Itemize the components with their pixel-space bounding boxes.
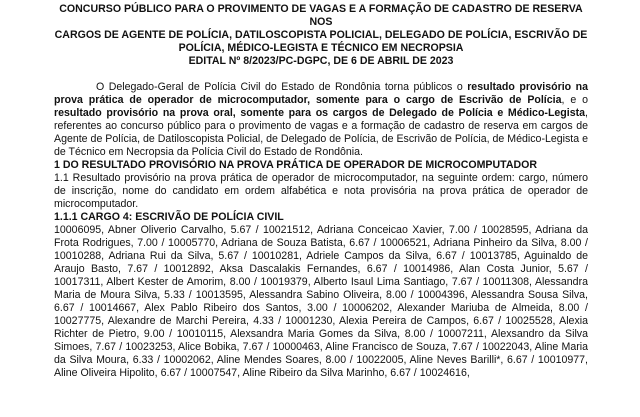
results-list: 10006095, Abner Oliverio Carvalho, 5.67 / 10021512, Adriana Conceicao Xavier, 7.00 / 10028595, Adriana da Frota Rodrigues, 7.00 / 10005770, Adriana de Souza Batista, 6.67 / 10006521, Adriana Pinheiro da Silva, 8.00 / 10010288, Adriana Rui da Silva, 5.67 / 10010281, Adriele Campos da Silva, 6.67 / 10013785, Aguinaldo de Araujo Basto, 7.67 / 10012892, Aksa Dascalakis Fernandes, 6.67 / 10014986, Alan Costa Junior, 5.67 / 10017311, Albert Kester de Amorim, 8.00 / 10019379, Alberto Isaul Lima Santiago, 7.67 / 10011308, Alessandra Maria de Moura Silva, 5.33 / 10013595, Alessandra Sabino Oliveira, 8.00 / 10004396, Alessandra Sousa Silva, 6.67 / 10014667, Alex Pablo Ribeiro dos Santos, 3.00 / 10006202, Alexander Mariuba de Almeida, 8.00 / 10027775, Alexandre de Marchi Pereira, 4.33 / 10001230, Alexia Pereira de Campos, 6.67 / 10025528, Alexia Richter de Pietro, 9.00 / 10010115, Alexsandra Maria Gomes da Silva, 8.00 / 10007211, Alexsandro da Silva Simoes, 7.67 / 10023253, Alice Bobika, 7.67 / 10000463, Aline Francisco de Souza, 7.67 / 10022043, Aline Maria da Silva Moura, 6.33 / 10002062, Aline Mendes Soares, 8.00 / 10022005, Aline Neves Barilli*, 6.67 / 10010977, Aline Oliveira Hipolito, 6.67 / 10007547, Aline Ribeiro da Silva Marinho, 6.67 / 10024616, <box>54 224 588 379</box>
intro-paragraph <box>54 81 588 159</box>
header-line-3: POLÍCIA, MÉDICO-LEGISTA E TÉCNICO EM NECROPSIA <box>178 42 464 54</box>
header-line-4: EDITAL Nº 8/2023/PC-DGPC, DE 6 DE ABRIL DE 2023 <box>188 55 454 67</box>
intro-bold-2: resultado provisório na prova oral, somente para os cargos de Delegado de Polícia e Médico-Legista <box>54 107 586 119</box>
intro-text-1: O Delegado-Geral de Polícia Civil do Estado de Rondônia torna públicos o <box>96 81 468 93</box>
intro-bold-1: resultado provisório na prova prática de operador de microcomputador, somente para o cargo de Escrivão de Polícia <box>54 81 588 106</box>
header-spacer <box>54 68 588 81</box>
header-line-2: CARGOS DE AGENTE DE POLÍCIA, DATILOSCOPISTA POLICIAL, DELEGADO DE POLÍCIA, ESCRIVÃO DE <box>54 29 588 41</box>
intro-text-2: , e o <box>561 94 588 106</box>
intro-text-3: , referentes ao concurso público para o provimento de vagas e a formação de cadastro de reserva em cargos de Agente de Polícia, de Datiloscopista Policial, de Delegado de Polícia, de Escrivão de Polícia, de Médico-Legista e de Técnico em Necropsia da Polícia Civil do Estado de Rondônia. <box>54 107 588 158</box>
edital-header <box>54 3 588 68</box>
section-1-heading: 1 DO RESULTADO PROVISÓRIO NA PROVA PRÁTICA DE OPERADOR DE MICROCOMPUTADOR <box>54 159 538 171</box>
header-line-1: CONCURSO PÚBLICO PARA O PROVIMENTO DE VAGAS E A FORMAÇÃO DE CADASTRO DE RESERVA NOS <box>59 3 583 28</box>
section-1-paragraph: 1.1 Resultado provisório na prova prática de operador de microcomputador, na seguinte ordem: cargo, número de inscrição, nome do candidato em ordem alfabética e nota provisória na prova prática de operador de microcomputador. <box>54 172 588 210</box>
section-1-1-1-heading: 1.1.1 CARGO 4: ESCRIVÃO DE POLÍCIA CIVIL <box>54 211 284 223</box>
